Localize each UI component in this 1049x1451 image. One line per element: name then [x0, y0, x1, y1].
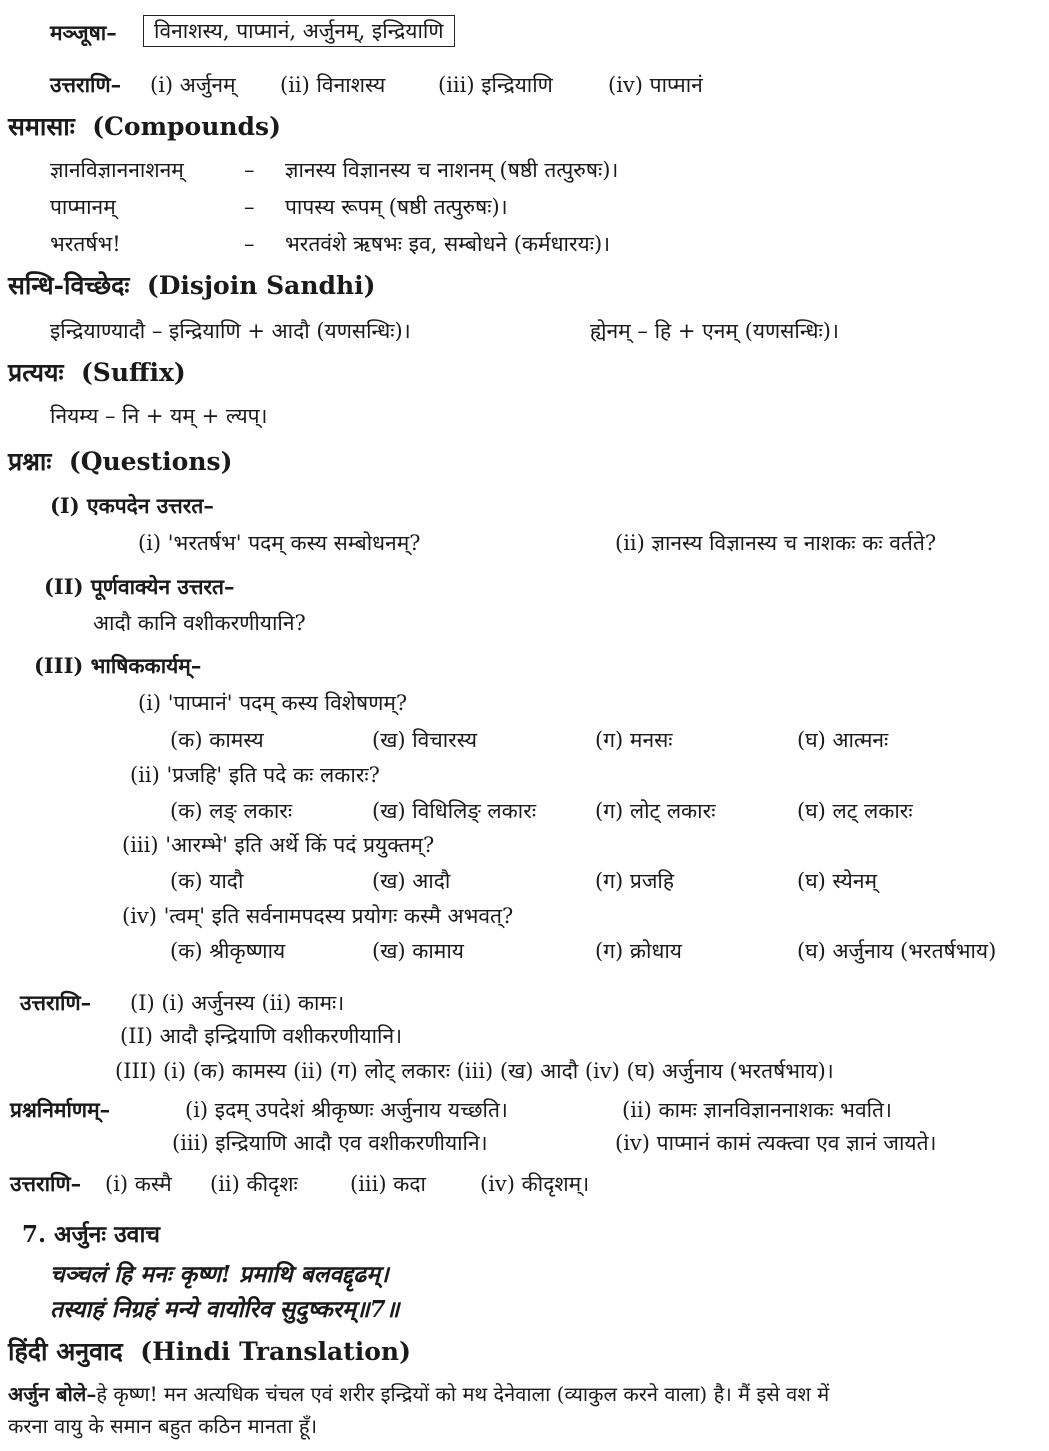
- samasa-meaning: ज्ञानस्य विज्ञानस्य च नाशनम् (षष्ठी तत्पुरुषः)।: [285, 158, 619, 182]
- mcq-option: (ग) लोट् लकारः: [595, 799, 716, 823]
- samasa-word: ज्ञानविज्ञाननाशनम्: [50, 158, 184, 182]
- samasa-dash: –: [244, 158, 255, 182]
- nirmanam-item: (iv) पाप्मानं कामं त्यक्त्वा एव ज्ञानं जायते।: [615, 1131, 937, 1155]
- section-heading-hindi: हिंदी अनुवाद (Hindi Translation): [8, 1337, 411, 1366]
- uttarani-label: उत्तराणि–: [50, 72, 122, 97]
- mcq-option: (क) लङ् लकारः: [170, 799, 293, 823]
- mcq-question: (iv) 'त्वम्' इति सर्वनामपदस्य प्रयोगः कस्मै अभवत्?: [122, 904, 514, 928]
- mcq-question: (i) 'पाप्मानं' पदम् कस्य विशेषणम्?: [138, 691, 408, 715]
- mcq-option: (ख) आदौ: [372, 869, 451, 893]
- mcq-option: (क) कामस्य: [170, 728, 264, 752]
- sandhi-left: इन्द्रियाण्यादौ – इन्द्रियाणि + आदौ (यणसन्धिः)।: [50, 319, 411, 343]
- verse-line: तस्याहं निग्रहं मन्ये वायोरिव सुदुष्करम्॥7॥: [50, 1296, 400, 1323]
- section-heading-sandhi: सन्धि-विच्छेदः (Disjoin Sandhi): [8, 271, 376, 300]
- question-item: (ii) ज्ञानस्य विज्ञानस्य च नाशकः कः वर्तते?: [615, 531, 937, 555]
- uttarani-label: उत्तराणि–: [10, 1171, 82, 1196]
- nirmanam-label: प्रश्ननिर्माणम्–: [10, 1097, 111, 1122]
- answer-item: (i) कस्मै: [105, 1172, 172, 1196]
- manjusha-box: विनाशस्य, पाप्मानं, अर्जुनम्, इन्द्रियाणि: [143, 15, 455, 47]
- samasa-meaning: भरतवंशे ऋषभः इव, सम्बोधने (कर्मधारयः)।: [285, 232, 611, 256]
- section-heading-samasa: समासाः (Compounds): [8, 112, 281, 141]
- samasa-dash: –: [244, 232, 255, 256]
- answer-item: (ii) कीदृशः: [210, 1172, 298, 1196]
- answer-item: (iv) कीदृशम्।: [480, 1172, 590, 1196]
- mcq-option: (घ) अर्जुनाय (भरतर्षभाय): [797, 939, 997, 963]
- nirmanam-item: (i) इदम् उपदेशं श्रीकृष्णः अर्जुनाय यच्छति।: [185, 1098, 508, 1122]
- section-heading-prashna: प्रश्नाः (Questions): [8, 447, 233, 476]
- translation-line: अर्जुन बोले–हे कृष्ण! मन अत्यधिक चंचल एवं शरीर इन्द्रियों को मथ देनेवाला (व्याकुल करने वाला) है। मैं इसे वश में: [8, 1382, 830, 1406]
- verse-number: 7. अर्जुनः उवाच: [22, 1221, 161, 1248]
- mcq-option: (घ) लट् लकारः: [797, 799, 913, 823]
- mcq-question: (iii) 'आरम्भे' इति अर्थे किं पदं प्रयुक्तम्?: [122, 833, 435, 857]
- answer-item: (ii) विनाशस्य: [280, 73, 386, 97]
- answer-line: (II) आदौ इन्द्रियाणि वशीकरणीयानि।: [120, 1024, 403, 1048]
- mcq-option: (घ) स्येनम्: [797, 869, 878, 893]
- mcq-option: (ग) क्रोधाय: [595, 939, 682, 963]
- answer-line: (I) (i) अर्जुनस्य (ii) कामः।: [130, 991, 345, 1015]
- mcq-option: (ख) विधिलिङ् लकारः: [372, 799, 537, 823]
- question-heading-3: (III) भाषिककार्यम्–: [34, 653, 202, 678]
- manjusha-label: मञ्जूषा–: [50, 20, 117, 45]
- mcq-option: (ग) प्रजहि: [595, 869, 675, 893]
- answer-item: (iv) पाप्मानं: [608, 73, 703, 97]
- section-heading-pratyay: प्रत्ययः (Suffix): [8, 358, 186, 387]
- answer-item: (i) अर्जुनम्: [150, 73, 236, 97]
- uttarani-label: उत्तराणि–: [20, 990, 92, 1015]
- question-heading-2: (II) पूर्णवाक्येन उत्तरत–: [44, 574, 235, 599]
- question-item: आदौ कानि वशीकरणीयानि?: [93, 611, 306, 635]
- mcq-option: (क) यादौ: [170, 869, 244, 893]
- nirmanam-item: (iii) इन्द्रियाणि आदौ एव वशीकरणीयानि।: [172, 1131, 488, 1155]
- answer-line: (III) (i) (क) कामस्य (ii) (ग) लोट् लकारः (iii) (ख) आदौ (iv) (घ) अर्जुनाय (भरतर्षभाय)।: [115, 1059, 834, 1083]
- nirmanam-item: (ii) कामः ज्ञानविज्ञाननाशकः भवति।: [622, 1098, 892, 1122]
- samasa-meaning: पापस्य रूपम् (षष्ठी तत्पुरुषः)।: [285, 195, 508, 219]
- mcq-option: (घ) आत्मनः: [797, 728, 889, 752]
- mcq-option: (ख) विचारस्य: [372, 728, 478, 752]
- pratyay-row: नियम्य – नि + यम् + ल्यप्।: [50, 404, 268, 428]
- answer-item: (iii) इन्द्रियाणि: [438, 73, 553, 97]
- sandhi-right: ह्येनम् – हि + एनम् (यणसन्धिः)।: [590, 319, 839, 343]
- samasa-word: पाप्मानम्: [50, 195, 116, 219]
- mcq-option: (ग) मनसः: [595, 728, 673, 752]
- question-item: (i) 'भरतर्षभ' पदम् कस्य सम्बोधनम्?: [138, 531, 421, 555]
- mcq-question: (ii) 'प्रजहि' इति पदे कः लकारः?: [130, 763, 380, 787]
- mcq-option: (ख) कामाय: [372, 939, 464, 963]
- samasa-dash: –: [244, 195, 255, 219]
- translation-line: करना वायु के समान बहुत कठिन मानता हूँ।: [8, 1414, 318, 1438]
- mcq-option: (क) श्रीकृष्णाय: [170, 939, 286, 963]
- samasa-word: भरतर्षभ!: [50, 232, 121, 256]
- verse-line: चञ्चलं हि मनः कृष्ण! प्रमाथि बलवद्दृढम्।: [50, 1261, 389, 1288]
- question-heading-1: (I) एकपदेन उत्तरत–: [50, 493, 214, 518]
- answer-item: (iii) कदा: [350, 1172, 426, 1196]
